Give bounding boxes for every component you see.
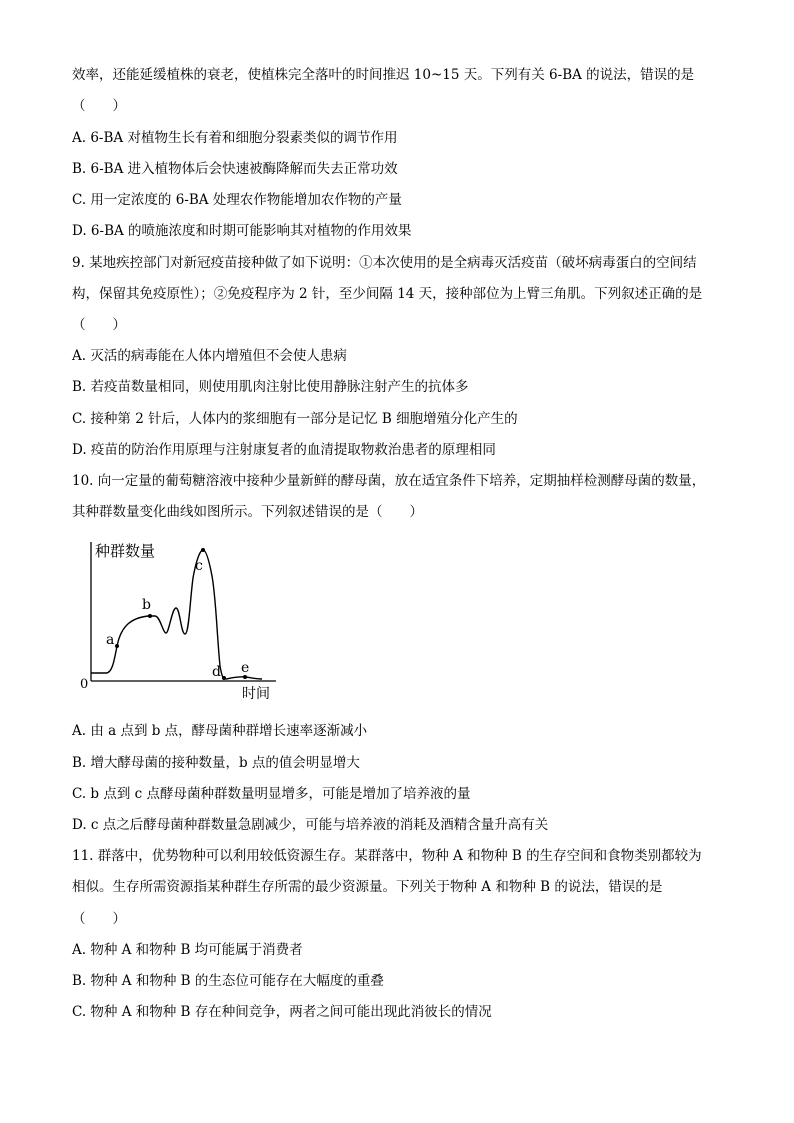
q9-option-c: C. 接种第 2 针后，人体内的浆细胞有一部分是记忆 B 细胞增殖分化产生的: [72, 411, 518, 427]
q8-answer-blank: （ ）: [72, 98, 126, 114]
q11-stem-line-1: 11. 群落中，优势物种可以利用较低资源生存。某群落中，物种 A 和物种 B 的生存空间和食物类别都较为: [72, 848, 702, 864]
point-a-label: a: [106, 632, 115, 648]
point-d-marker: [222, 676, 226, 680]
q11-option-b: B. 物种 A 和物种 B 的生态位可能存在大幅度的重叠: [72, 973, 384, 989]
point-b-marker: [148, 614, 152, 618]
point-c-label: c: [195, 558, 203, 574]
q8-stem-line-1: 效率，还能延缓植株的衰老，使植株完全落叶的时间推迟 10~15 天。下列有关 6-BA 的说法，错误的是: [72, 67, 695, 83]
q8-option-b: B. 6-BA 进入植物体后会快速被酶降解而失去正常功效: [72, 161, 398, 177]
q8-option-c: C. 用一定浓度的 6-BA 处理农作物能增加农作物的产量: [72, 192, 402, 208]
point-d-label: d: [212, 664, 221, 680]
population-curve: [91, 550, 262, 679]
population-curve-figure: [76, 536, 296, 708]
q11-option-c: C. 物种 A 和物种 B 存在种间竞争，两者之间可能出现此消彼长的情况: [72, 1004, 492, 1020]
q10-option-c: C. b 点到 c 点酵母菌种群数量明显增多，可能是增加了培养液的量: [72, 786, 471, 802]
q10-option-b: B. 增大酵母菌的接种数量，b 点的值会明显增大: [72, 755, 360, 771]
q11-stem-line-2: 相似。生存所需资源指某种群生存所需的最少资源量。下列关于物种 A 和物种 B 的说法，错误的是: [72, 879, 663, 895]
q8-option-d: D. 6-BA 的喷施浓度和时期可能影响其对植物的作用效果: [72, 223, 412, 239]
q10-option-d: D. c 点之后酵母菌种群数量急剧减少，可能与培养液的消耗及酒精含量升高有关: [72, 817, 549, 833]
point-c-marker: [201, 548, 205, 552]
y-axis-label: 种群数量: [95, 542, 156, 560]
q9-stem-line-2: 构，保留其免疫原性）；②免疫程序为 2 针，至少间隔 14 天，接种部位为上臂三角肌。下列叙述正确的是: [72, 286, 703, 302]
q10-stem-line-2: 其种群数量变化曲线如图所示。下列叙述错误的是（ ）: [72, 504, 423, 520]
q10-option-a: A. 由 a 点到 b 点，酵母菌种群增长速率逐渐减小: [72, 723, 368, 739]
q9-stem-line-1: 9. 某地疾控部门对新冠疫苗接种做了如下说明：①本次使用的是全病毒灭活疫苗（破坏病毒蛋白的空间结: [72, 255, 697, 271]
q9-option-a: A. 灭活的病毒能在人体内增殖但不会使人患病: [72, 348, 347, 364]
origin-label: 0: [80, 677, 89, 692]
q8-option-a: A. 6-BA 对植物生长有着和细胞分裂素类似的调节作用: [72, 130, 398, 146]
point-b-label: b: [142, 597, 151, 613]
q9-answer-blank: （ ）: [72, 317, 126, 333]
q11-option-a: A. 物种 A 和物种 B 均可能属于消费者: [72, 942, 303, 958]
point-a-marker: [115, 644, 119, 648]
q9-option-b: B. 若疫苗数量相同，则使用肌肉注射比使用静脉注射产生的抗体多: [72, 379, 469, 395]
x-axis-label: 时间: [242, 686, 270, 702]
q10-stem-line-1: 10. 向一定量的葡萄糖溶液中接种少量新鲜的酵母菌，放在适宜条件下培养，定期抽样检测酵母菌的数量，: [72, 473, 706, 489]
q9-option-d: D. 疫苗的防治作用原理与注射康复者的血清提取物救治患者的原理相同: [72, 442, 496, 458]
q11-answer-blank: （ ）: [72, 911, 126, 927]
point-e-label: e: [241, 660, 250, 676]
